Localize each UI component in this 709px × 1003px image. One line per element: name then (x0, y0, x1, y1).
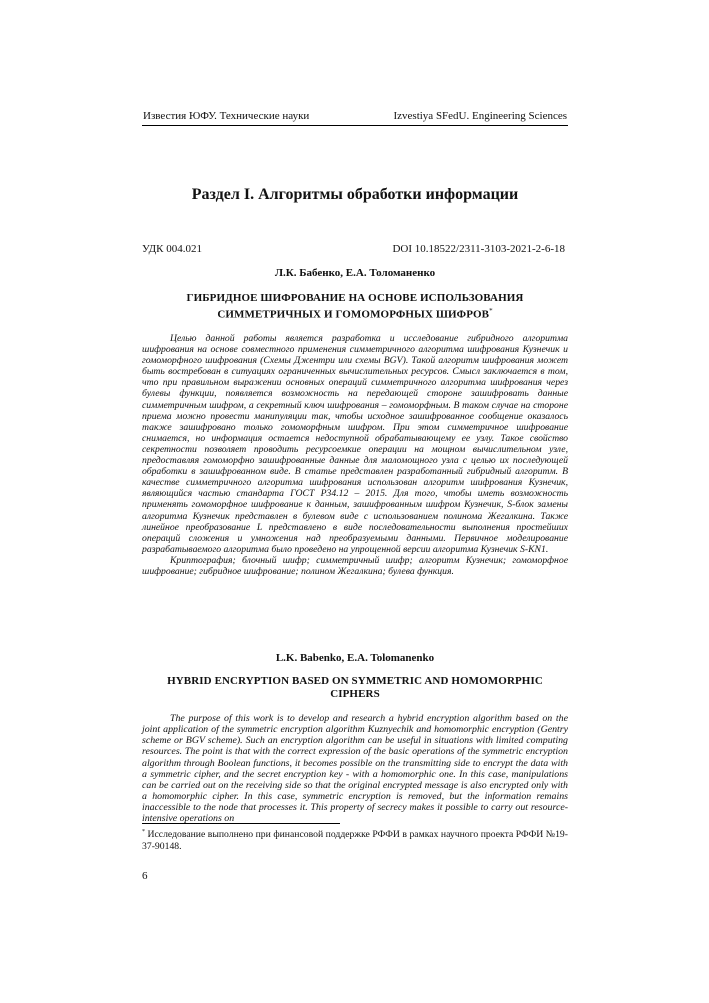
title-ru (170, 292, 540, 322)
abstract-en (142, 713, 568, 825)
title-en (142, 675, 568, 701)
section-title: Раздел I. Алгоритмы обработки информации (191, 186, 519, 203)
footnote-text: Исследование выполнено при финансовой поддержке РФФИ в рамках научного проекта РФФИ №19-37-90148. (142, 829, 569, 853)
running-header-ru: Известия ЮФУ. Технические науки (143, 110, 310, 122)
footnote (142, 826, 568, 853)
title-ru-line1: ГИБРИДНОЕ ШИФРОВАНИЕ НА ОСНОВЕ ИСПОЛЬЗОВАНИЯ (186, 292, 524, 304)
abstract-ru-text: Целью данной работы является разработка и исследование гибридного алгоритма шифрования на основе совместного применения симметричного алгоритма шифрования Кузнечик и гомоморфного шифрования (Схемы Джентри или схемы BGV). Такой алгоритм шифрования может быть востребован в ситуациях ограниченных вычислительных ресурсов. Смысл заключается в том, что при правильном выражении основных операций симметричного алгоритма шифрования через булевы функции, появляется возможность на передающей стороне зашифровать данные симметричным шифром, а секретный ключ шифрования – гомоморфным. В таком случае на стороне приема можно провести манипуляции так, чтобы исходное зашифрованное сообщение оказалось также зашифровано только гомоморфным шифром. При этом симметричное шифрование снимается, но информация остается недоступной обрабатывающему ее узлу. Такое свойство секретности позволяет проводить ресурсоемкие операции на мощном вычислительном узле, предоставляя гомоморфно зашифрованные данные для маломощного узла с целью их последующей обработки в зашифрованном виде. В статье представлен разработанный гибридный алгоритм. В качестве симметричного алгоритма шифрования использован алгоритм шифрования Кузнечик, являющийся частью стандарта ГОСТ Р34.12 – 2015. Для того, чтобы иметь возможность применять гомоморфное шифрование к данным, зашифрованным шифром Кузнечик, S-блок замены алгоритма Кузнечик представлен в булевом виде с использованием полинома Жегалкина. Также линейное преобразование L представлено в виде последовательности выполнения простейших операций сложения и умножения над преобразуемыми данными. Первичное моделирование разрабатываемого алгоритма было проведено на упрощенной версии алгоритма Кузнечик S-KN1. (142, 333, 568, 555)
footnote-mark: * (142, 829, 145, 835)
title-ru-line2-wrap (170, 305, 540, 322)
title-en-line2: CIPHERS (330, 688, 380, 700)
running-header-en: Izvestiya SFedU. Engineering Sciences (393, 110, 567, 122)
authors-ru: Л.К. Бабенко, Е.А. Толоманенко (274, 267, 436, 279)
header-rule (142, 125, 568, 126)
doi: DOI 10.18522/2311-3103-2021-2-6-18 (392, 243, 565, 255)
title-ru-line2: СИММЕТРИЧНЫХ И ГОМОМОРФНЫХ ШИФРОВ (217, 308, 490, 321)
udk-code: УДК 004.021 (142, 243, 203, 255)
keywords-ru: Криптография; блочный шифр; симметричный шифр; алгоритм Кузнечик; гомоморфное шифрование; гибридное шифрование; полином Жегалкина; булева функция. (142, 554, 568, 577)
page-number: 6 (142, 870, 148, 882)
footnote-rule (142, 823, 340, 824)
abstract-en-text: The purpose of this work is to develop and research a hybrid encryption algorithm based on the joint application of the symmetric encryption algorithm Kuznyechik and homomorphic encryption (Gentry scheme or BGV scheme). Such an encryption algorithm can be useful in situations with limited computing resources. The point is that with the correct expression of the basic operations of the symmetric encryption algorithm through Boolean functions, it becomes possible on the transmitting side to encrypt the data with a symmetric cipher, and the secret encryption key - with a homomorphic one. In this case, manipulations can be carried out on the receiving side so that the original encrypted message is also encrypted only with a homomorphic cipher. In this case, symmetric encryption is removed, but the information remains inaccessible to the node that processes it. This property of secrecy makes it possible to carry out resource-intensive operations on (142, 713, 568, 825)
title-en-line1: HYBRID ENCRYPTION BASED ON SYMMETRIC AND HOMOMORPHIC (167, 675, 543, 687)
authors-en: L.K. Babenko, E.A. Tolomanenko (275, 652, 435, 664)
abstract-ru (142, 333, 568, 577)
footnote-marker: * (489, 307, 493, 315)
